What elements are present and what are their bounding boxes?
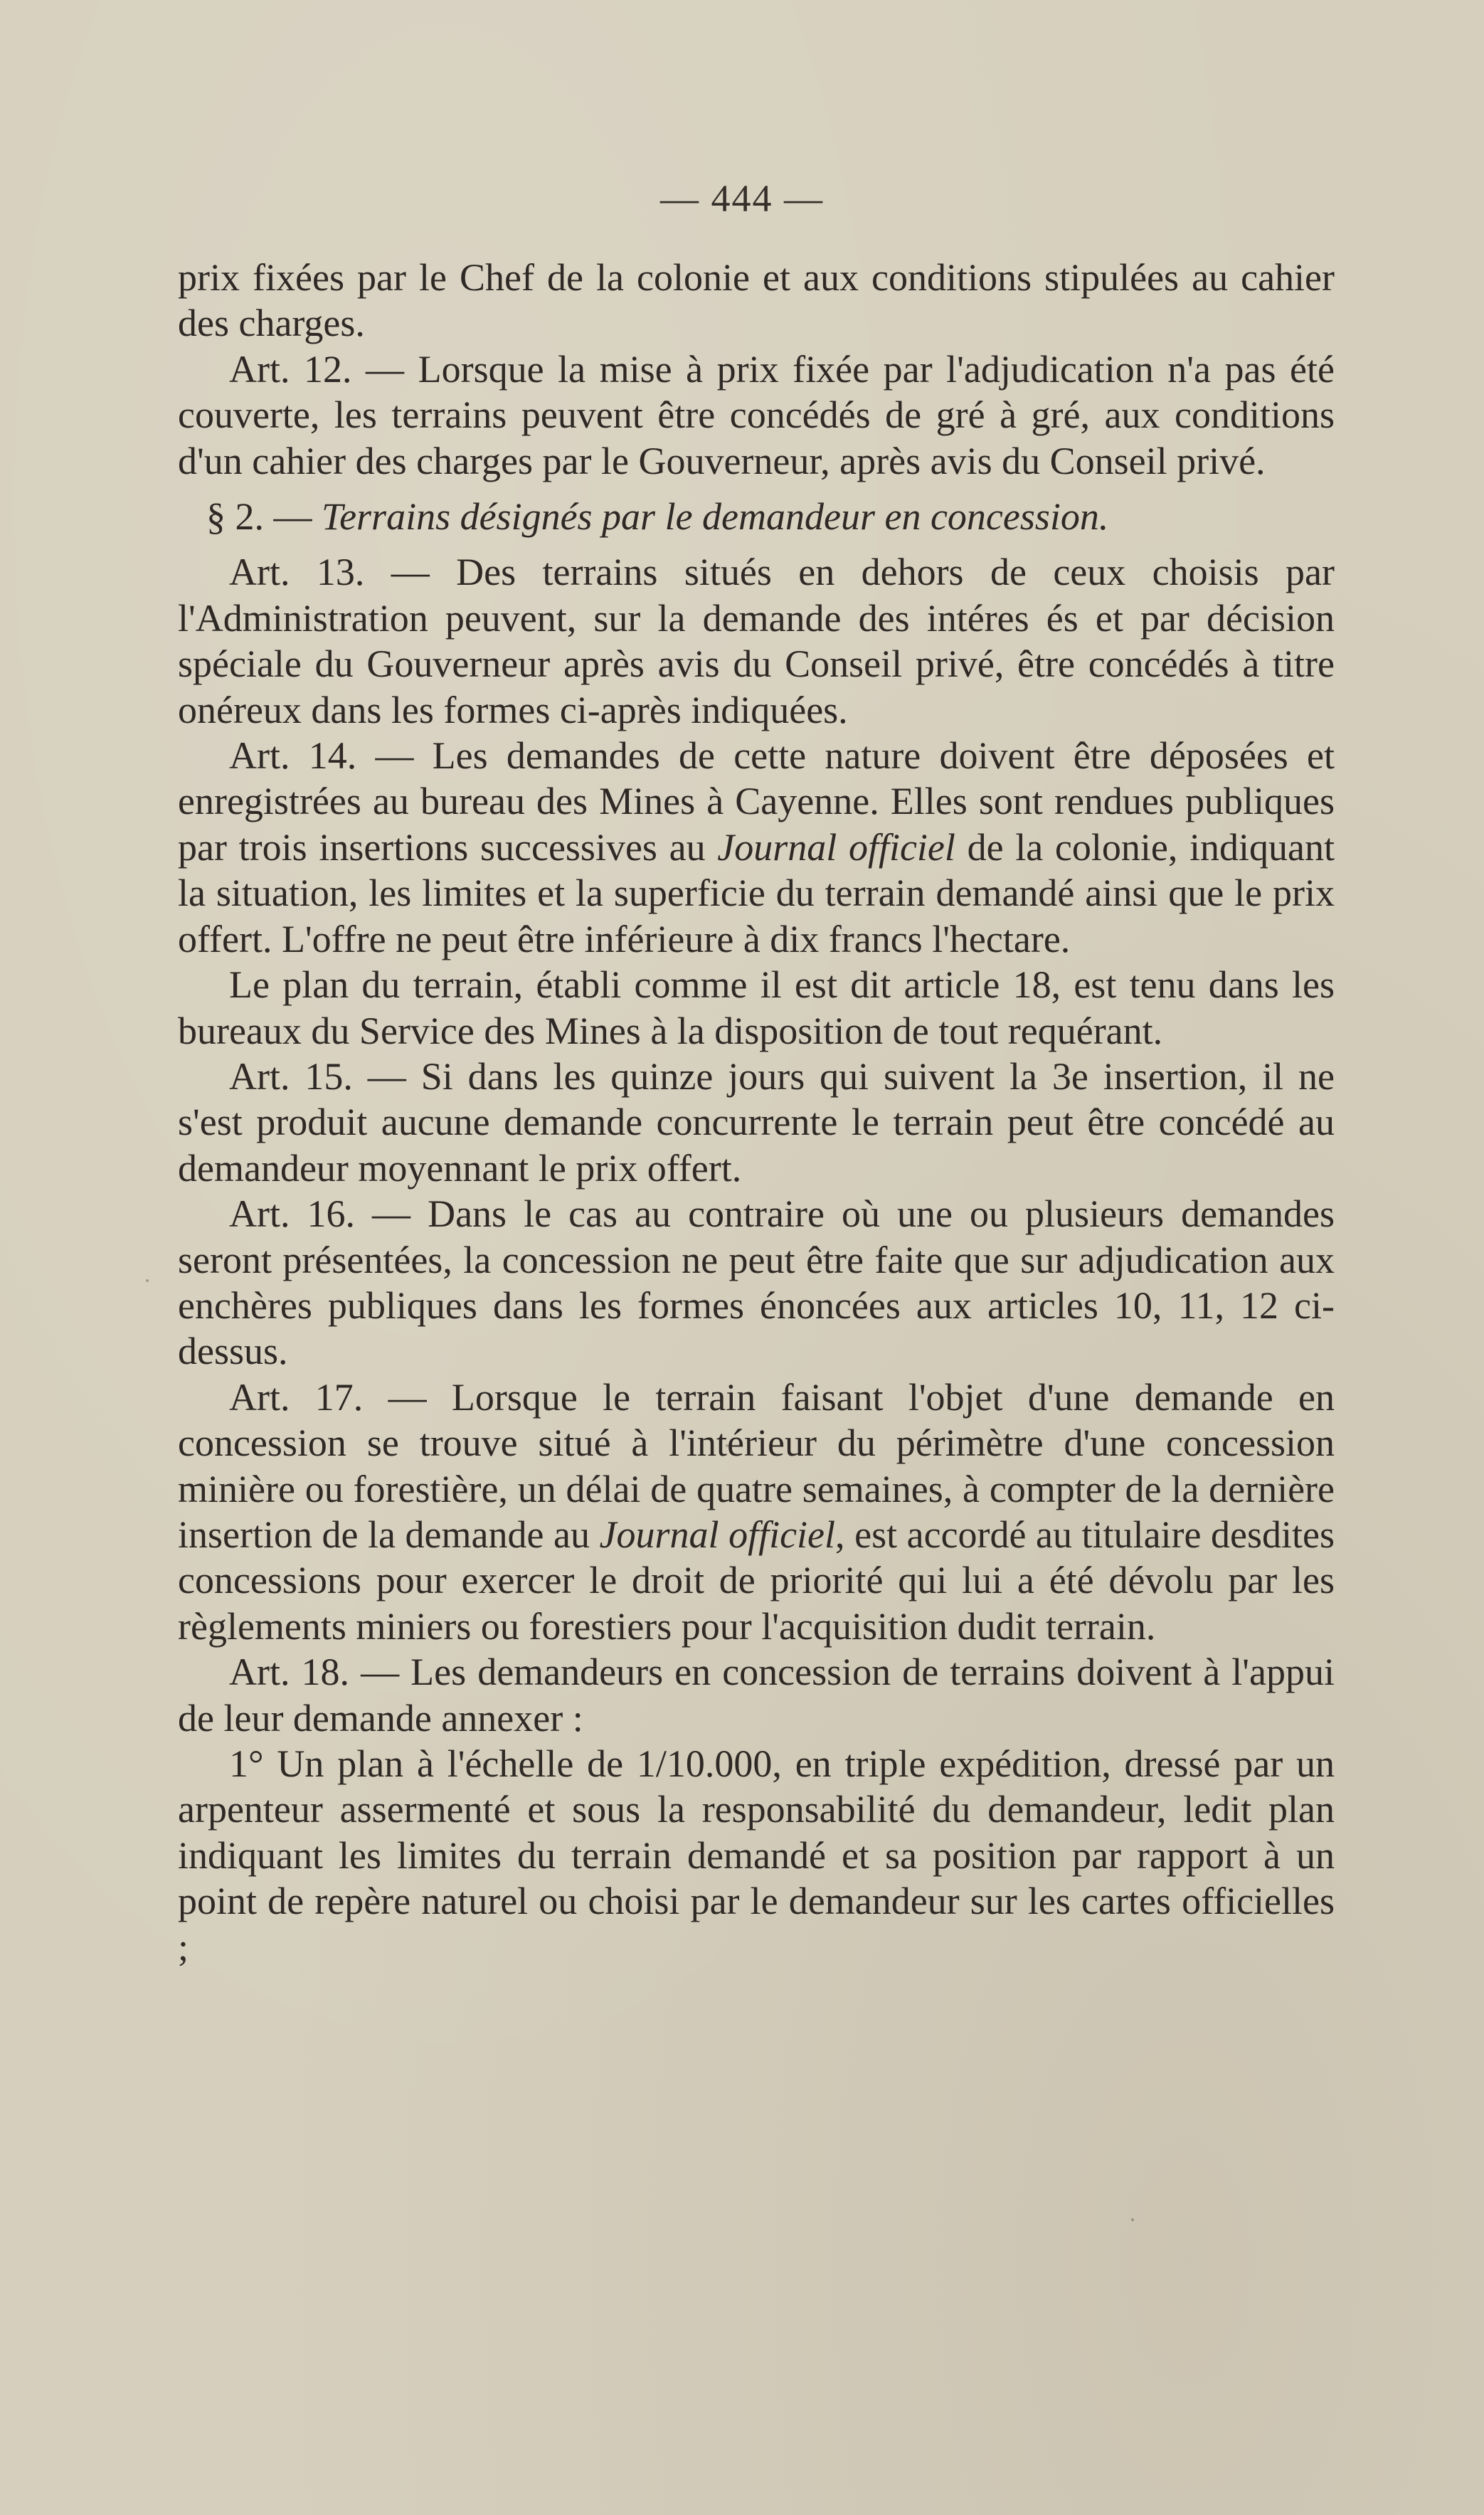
page-number: — 444 —: [660, 177, 824, 220]
body-text: [178, 255, 1335, 1970]
article-13: Art. 13. — Des terrains situés en dehors de ceux choisis par l'Administration peuvent, sur la demande des intéres és et par décision spéciale du Gouverneur après avis du Conseil privé, être concédés à titre onéreux dans les formes ci-après indiquées.: [178, 551, 1335, 731]
continuation-paragraph: prix fixées par le Chef de la colonie et aux conditions stipulées au cahier des charges.: [178, 256, 1335, 345]
article-18-item-1: 1° Un plan à l'échelle de 1/10.000, en triple expédition, dressé par un arpenteur assermenté et sous la responsabilité du demandeur, ledit plan indiquant les limites du terrain demandé et sa position par rapport à un point de repère naturel ou choisi par le demandeur sur les cartes officielles ;: [178, 1742, 1335, 1969]
article-17: [178, 1375, 1335, 1649]
article-17-before: Art. 17. — Lorsque le terrain faisant l'objet d'une demande en concession se trouve situé à l'intérieur du périmètre d'une concession minière ou forestière, un délai de quatre semaines, à compter de la dernière insertion de la demande au: [178, 1375, 1335, 1556]
paper-speck: [1131, 2218, 1134, 2221]
section-number: § 2. —: [206, 495, 322, 539]
article-16: Art. 16. — Dans le cas au contraire où une ou plusieurs demandes seront présentées, la concession ne peut être faite que sur adjudication aux enchères publiques dans les formes énoncées aux articles 10, 11, 12 ci-dessus.: [178, 1192, 1335, 1373]
article-14-before: Art. 14. — Les demandes de cette nature doivent être déposées et enregistrées au bureau des Mines à Cayenne. Elles sont rendues publiques par trois insertions successives au: [178, 734, 1335, 869]
article-14-after: de la colonie, indiquant la situation, les limites et la superficie du terrain demandé ainsi que le prix offert. L'offre ne peut être inférieure à dix francs l'hectare.: [178, 825, 1335, 960]
article-14-plan-paragraph: Le plan du terrain, établi comme il est dit article 18, est tenu dans les bureaux du Service des Mines à la disposition de tout requérant.: [178, 963, 1335, 1052]
paper-speck: [726, 1444, 728, 1447]
paper-speck: [146, 1279, 149, 1282]
section-title: Terrains désignés par le demandeur en concession.: [322, 495, 1109, 539]
journal-officiel-reference: Journal officiel: [717, 825, 955, 869]
article-14: [178, 733, 1335, 962]
article-15: Art. 15. — Si dans les quinze jours qui suivent la 3e insertion, il ne s'est produit aucune demande concurrente le terrain peut être concédé au demandeur moyennant le prix offert.: [178, 1054, 1335, 1190]
article-12: Art. 12. — Lorsque la mise à prix fixée par l'adjudication n'a pas été couverte, les terrains peuvent être concédés de gré à gré, aux conditions d'un cahier des charges par le Gouverneur, après avis du Conseil privé.: [178, 347, 1335, 482]
article-17-after: , est accordé au titulaire desdites concessions pour exercer le droit de priorité qui lui a été dévolu par les règlements miniers ou forestiers pour l'acquisition dudit terrain.: [178, 1513, 1335, 1648]
journal-officiel-reference: Journal officiel: [599, 1513, 836, 1556]
section-heading-2: [178, 494, 1335, 539]
article-18: Art. 18. — Les demandeurs en concession de terrains doivent à l'appui de leur demande annexer :: [178, 1651, 1335, 1740]
